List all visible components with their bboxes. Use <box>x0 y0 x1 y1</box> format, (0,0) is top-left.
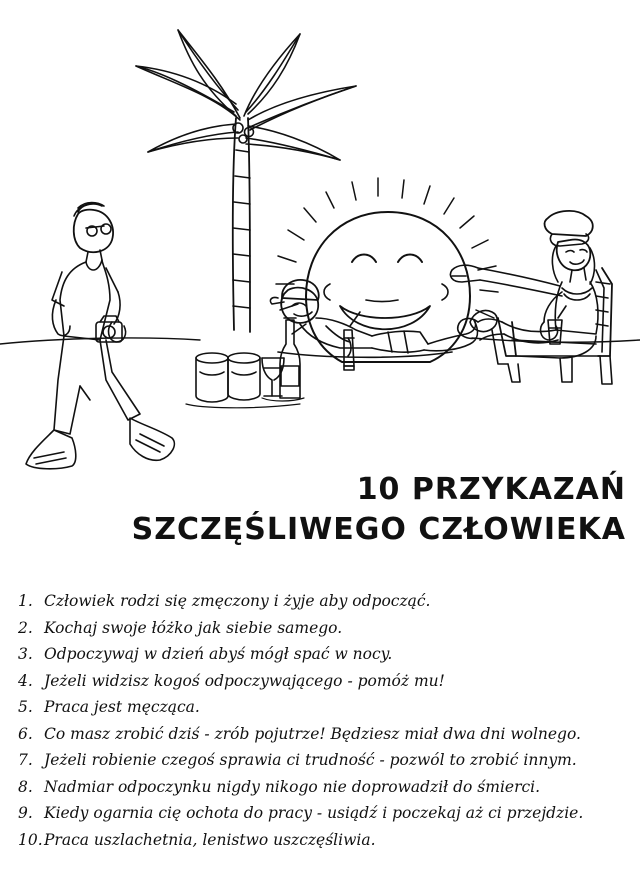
list-item-text: Kochaj swoje łóżko jak siebie samego. <box>44 618 343 637</box>
bottle-and-glass-icon <box>262 318 300 398</box>
list-item <box>18 721 634 748</box>
list-item-text: Jeżeli widzisz kogoś odpoczywającego - pomóż mu! <box>44 671 445 690</box>
list-item-number: 9. <box>18 804 33 822</box>
list-item <box>18 694 634 721</box>
walking-man-figure <box>26 203 174 469</box>
list-item-text: Człowiek rodzi się zmęczony i żyje aby odpocząć. <box>44 592 431 610</box>
list-item-number: 4. <box>18 671 33 690</box>
list-item-text: Nadmiar odpoczynku nigdy nikogo nie doprowadził do śmierci. <box>44 777 541 796</box>
list-item <box>18 800 634 827</box>
poster-title <box>6 470 626 550</box>
list-item-text: Kiedy ogarnia cię ochota do pracy - usiądź i poczekaj aż ci przejdzie. <box>44 804 584 822</box>
list-item <box>18 615 634 642</box>
list-item-text: Co masz zrobić dziś - zrób pojutrze! Będziesz miał dwa dni wolnego. <box>44 724 581 743</box>
beer-cans-icon <box>196 353 260 402</box>
palm-tree-icon <box>136 30 356 332</box>
title-line-1: 10 PRZYKAZAŃ <box>356 472 626 507</box>
list-item <box>18 588 634 615</box>
list-item-number: 7. <box>18 751 33 769</box>
list-item-text: Jeżeli robienie czegoś sprawia ci trudność - pozwól to zrobić innym. <box>44 751 577 769</box>
list-item-text: Praca uszlachetnia, lenistwo uszczęśliwia. <box>44 830 376 849</box>
list-item-text: Praca jest męcząca. <box>44 698 200 716</box>
list-item <box>18 774 634 801</box>
list-item <box>18 747 634 774</box>
list-item-number: 10. <box>18 830 43 849</box>
list-item-number: 8. <box>18 777 33 796</box>
list-item-text: Odpoczywaj w dzień abyś mógł spać w nocy. <box>44 645 393 663</box>
commandments-list <box>18 588 634 853</box>
list-item <box>18 827 634 854</box>
list-item-number: 1. <box>18 592 33 610</box>
list-item <box>18 668 634 695</box>
list-item-number: 2. <box>18 618 33 637</box>
title-line-2: SZCZĘŚLIWEGO CZŁOWIEKA <box>131 512 626 547</box>
woman-in-deckchair-figure <box>450 211 612 384</box>
list-item <box>18 641 634 668</box>
list-item-number: 6. <box>18 724 33 743</box>
list-item-number: 3. <box>18 645 33 663</box>
list-item-number: 5. <box>18 698 33 716</box>
